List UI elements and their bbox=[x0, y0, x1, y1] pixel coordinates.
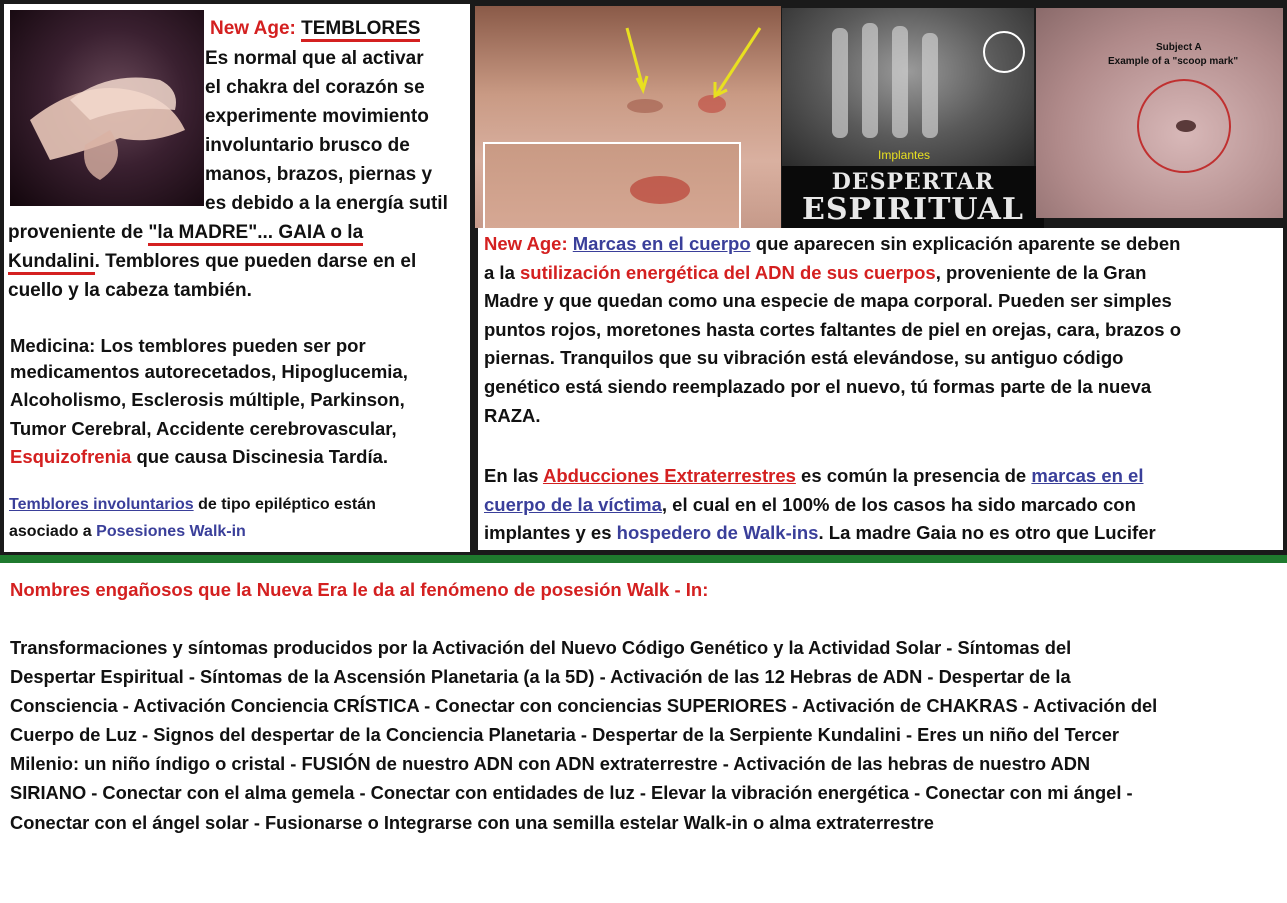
left-heading bbox=[210, 14, 420, 43]
right-abducciones bbox=[484, 462, 1284, 548]
bottom-line: Cuerpo de Luz - Signos del despertar de la Conciencia Planetaria - Despertar de la Serpiente Kundalini - Eres un niño del Tercer bbox=[10, 724, 1119, 746]
bottom-title: Nombres engañosos que la Nueva Era le da al fenómeno de posesión Walk - In: bbox=[10, 579, 709, 600]
ab-mid: es común la presencia de bbox=[795, 465, 1032, 486]
medicina-line: medicamentos autorecetados, Hipoglucemia, bbox=[10, 360, 408, 382]
medicina-esq-rest: que causa Discinesia Tardía. bbox=[131, 446, 389, 468]
scoop-title2: Example of a "scoop mark" bbox=[1108, 56, 1239, 67]
bottom-line: Conectar con el ángel solar - Fusionarse o Integrarse con una semilla estelar Walk-in o alma extraterrestre bbox=[10, 811, 934, 833]
right-line: puntos rojos, moretones hasta cortes faltantes de piel en orejas, cara, brazos o bbox=[484, 318, 1182, 340]
left-para1-line: experimente movimiento bbox=[205, 106, 429, 127]
left-kundalini: Kundalini bbox=[8, 251, 95, 275]
left-para1 bbox=[205, 44, 469, 218]
walk-in-rest: de tipo epiléptico están bbox=[193, 496, 376, 513]
hands-image bbox=[10, 10, 204, 206]
left-madre: "la MADRE"... GAIA o la bbox=[148, 222, 363, 246]
ab-blue-link[interactable]: marcas en el bbox=[1031, 465, 1144, 486]
ab2-blue-link[interactable]: cuerpo de la víctima bbox=[484, 493, 662, 515]
right-prefix: New Age: bbox=[484, 233, 568, 254]
walk-in-link[interactable]: Temblores involuntarios bbox=[9, 496, 194, 513]
left-para1-line: es debido a la energía sutil bbox=[205, 193, 448, 214]
right-text bbox=[484, 230, 1284, 430]
walk-in-line2-prefix: asociado a bbox=[9, 523, 97, 540]
medicina-line: Alcoholismo, Esclerosis múltiple, Parkinson, bbox=[10, 389, 405, 411]
despertar-logo bbox=[782, 166, 1044, 228]
left-para1-line: manos, brazos, piernas y bbox=[205, 164, 433, 185]
left-para1-c-rest: . Temblores que pueden darse en el bbox=[94, 251, 417, 272]
ab3-prefix: implantes y es bbox=[484, 522, 617, 544]
right-line: genético está siendo reemplazado por el nuevo, tú formas parte de la nueva bbox=[484, 375, 1152, 397]
left-heading-prefix: New Age: bbox=[210, 18, 296, 39]
medicina-line: Medicina: Los temblores pueden ser por bbox=[10, 335, 366, 356]
green-divider bbox=[0, 555, 1287, 563]
right-line2-prefix: a la bbox=[484, 261, 520, 283]
left-para1-line: involuntario brusco de bbox=[205, 135, 410, 156]
left-para1-cont bbox=[8, 218, 470, 305]
ab2-rest: , el cual en el 100% de los casos ha sido marcado con bbox=[661, 493, 1136, 515]
right-line: RAZA. bbox=[484, 404, 541, 426]
left-para1-d: cuello y la cabeza también. bbox=[8, 280, 252, 301]
bottom-line: Milenio: un niño índigo o cristal - FUSIÓN de nuestro ADN con ADN extraterrestre - Activación de las hebras de nuestro ADN bbox=[10, 753, 1091, 775]
scoop-title1: Subject A bbox=[1156, 42, 1202, 53]
left-heading-title: TEMBLORES bbox=[301, 18, 420, 42]
bottom-line: Transformaciones y síntomas producidos por la Activación del Nuevo Código Genético y la Actividad Solar - Síntomas del bbox=[10, 637, 1072, 658]
ab3-rest: . La madre Gaia no es otro que Lucifer bbox=[818, 522, 1156, 544]
right-line2-red: sutilización energética del ADN de sus cuerpos bbox=[520, 261, 936, 283]
ab-prefix: En las bbox=[484, 465, 543, 486]
left-para1-line: el chakra del corazón se bbox=[205, 77, 425, 98]
xray-image bbox=[782, 8, 1034, 166]
left-para1-line: Es normal que al activar bbox=[205, 48, 424, 69]
ab-red-link[interactable]: Abducciones Extraterrestres bbox=[542, 465, 796, 486]
logo-line2: ESPIRITUAL bbox=[801, 192, 1025, 227]
bottom-line: SIRIANO - Conectar con el alma gemela - Conectar con entidades de luz - Elevar la vibración energética - Conectar con mi ángel - bbox=[10, 782, 1133, 804]
walk-in-line2-link[interactable]: Posesiones Walk-in bbox=[96, 523, 246, 540]
right-marcas-link[interactable]: Marcas en el cuerpo bbox=[572, 233, 751, 254]
medicina-line: Tumor Cerebral, Accidente cerebrovascular, bbox=[10, 417, 397, 439]
bottom-line: Consciencia - Activación Conciencia CRÍSTICA - Conectar con conciencias SUPERIORES - Activación de CHAKRAS - Activación del bbox=[10, 695, 1158, 717]
right-line1-rest: que aparecen sin explicación aparente se deben bbox=[750, 233, 1181, 254]
scoop-mark-image bbox=[1036, 8, 1283, 218]
left-medicina bbox=[10, 332, 468, 472]
xray-caption: Implantes bbox=[878, 148, 931, 162]
right-line: Madre y que quedan como una especie de mapa corporal. Pueden ser simples bbox=[484, 290, 1172, 312]
skin-closeup-image bbox=[483, 142, 741, 232]
left-para1-b-prefix: proveniente de bbox=[8, 222, 149, 243]
left-walk-in bbox=[9, 491, 467, 545]
ab3-blue: hospedero de Walk-ins bbox=[616, 522, 819, 544]
medicina-esquizofrenia: Esquizofrenia bbox=[10, 446, 132, 468]
right-line: piernas. Tranquilos que su vibración está elevándose, su antiguo código bbox=[484, 347, 1124, 369]
bottom-list bbox=[10, 633, 1285, 837]
logo-line1: DESPERTAR bbox=[831, 169, 995, 195]
right-line2-rest: , proveniente de la Gran bbox=[935, 261, 1147, 283]
bottom-line: Despertar Espiritual - Síntomas de la Ascensión Planetaria (a la 5D) - Activación de las 12 Hebras de ADN - Despertar de la bbox=[10, 666, 1071, 688]
